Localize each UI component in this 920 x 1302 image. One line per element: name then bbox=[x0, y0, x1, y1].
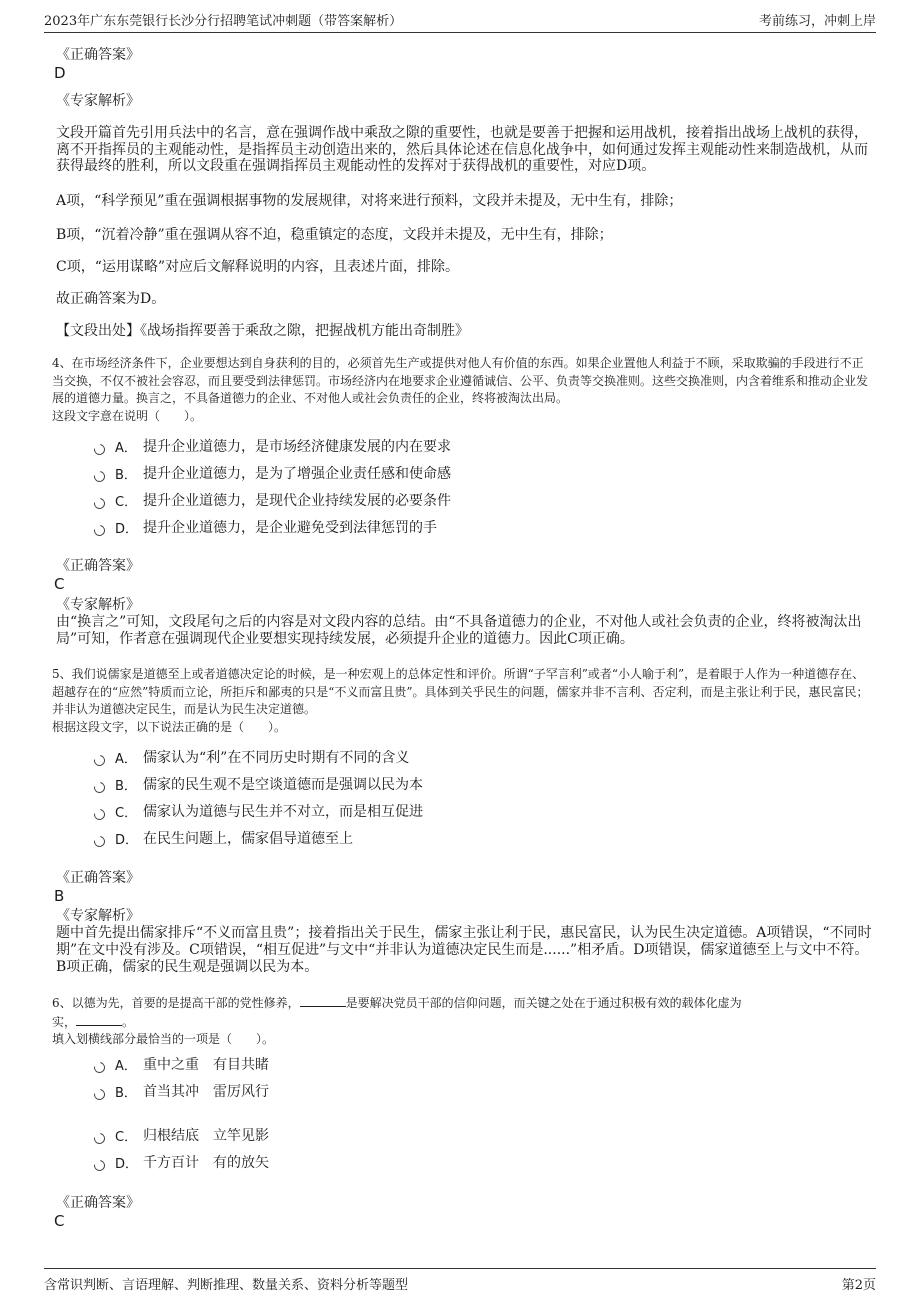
q5-option-d[interactable] bbox=[94, 828, 860, 848]
radio-icon[interactable] bbox=[92, 779, 107, 794]
radio-icon[interactable] bbox=[92, 468, 107, 483]
q4-answer: C bbox=[54, 575, 65, 593]
option-letter: B． bbox=[115, 467, 137, 483]
radio-icon[interactable] bbox=[92, 752, 107, 767]
option-text: 在民生问题上，儒家倡导道德至上 bbox=[143, 831, 353, 847]
q6-option-b[interactable] bbox=[94, 1081, 860, 1101]
radio-icon[interactable] bbox=[92, 441, 107, 456]
radio-icon[interactable] bbox=[92, 522, 107, 537]
option-text: 儒家认为道德与民生并不对立，而是相互促进 bbox=[143, 804, 423, 820]
option-text: 千方百计 有的放矢 bbox=[143, 1155, 269, 1171]
q6-stem-part: 6、以德为先，首要的是提高干部的党性修养， bbox=[52, 996, 300, 1010]
option-letter: D． bbox=[115, 1156, 139, 1172]
q6-option-a[interactable] bbox=[94, 1054, 860, 1074]
q3-source: 【文段出处】《战场指挥要善于乘敌之隙，把握战机方能出奇制胜》 bbox=[56, 323, 469, 339]
radio-icon[interactable] bbox=[92, 833, 107, 848]
option-letter: B． bbox=[115, 1085, 137, 1101]
q3-analysis-paragraph: 文段开篇首先引用兵法中的名言，意在强调作战中乘敌之隙的重要性，也就是要善于把握和运用战机，接着指出战场上战机的获得，离不开指挥员的主观能动性，是指挥员主动创造出来的，然后具体论述在信息化战争中，如何通过发挥主观能动性来制造战机，从而获得最终的胜利，所以文段重在强调指挥员主观能动性的发挥对于获得战机的重要性，对应D项。 bbox=[56, 125, 868, 174]
q5-analysis: 题中首先提出儒家排斥“不义而富且贵”；接着指出关于民生，儒家主张让利于民，惠民富民，认为民生决定道德。A项错误，“不同时期”在文中没有涉及。C项错误，“相互促进”与文中“并非认为道德决定民生而是......”相矛盾。D项错误，儒家道德至上与文中不符。B项正确，儒家的民生观是强调以民为本。 bbox=[56, 925, 872, 975]
analysis-label: 《专家解析》 bbox=[56, 597, 140, 613]
q4-option-d[interactable] bbox=[94, 517, 860, 537]
option-text: 儒家的民生观不是空谈道德而是强调以民为本 bbox=[143, 777, 423, 793]
option-text: 提升企业道德力，是现代企业持续发展的必要条件 bbox=[143, 493, 451, 509]
fill-blank-2 bbox=[76, 1013, 122, 1026]
answer-label: 《正确答案》 bbox=[56, 558, 140, 574]
q4-option-b[interactable] bbox=[94, 463, 860, 483]
option-text: 提升企业道德力，是市场经济健康发展的内在要求 bbox=[143, 439, 451, 455]
analysis-label: 《专家解析》 bbox=[56, 93, 140, 109]
q6-option-c[interactable] bbox=[94, 1125, 860, 1145]
radio-icon[interactable] bbox=[92, 1130, 107, 1145]
q4-option-c[interactable] bbox=[94, 490, 860, 510]
option-text: 儒家认为“利”在不同历史时期有不同的含义 bbox=[143, 750, 410, 766]
q3-analysis-option-b: B项，“沉着冷静”重在强调从容不迫，稳重镇定的态度，文段并未提及，无中生有，排除； bbox=[56, 227, 613, 243]
q6-answer: C bbox=[54, 1212, 65, 1230]
option-letter: D． bbox=[115, 832, 139, 848]
footer-description: 含常识判断、言语理解、判断推理、数量关系、资料分析等题型 bbox=[44, 1278, 409, 1293]
fill-blank-1 bbox=[300, 994, 346, 1007]
q5-stem: 5、我们说儒家是道德至上或者道德决定论的时候，是一种宏观上的总体定性和评价。所谓“子罕言利”或者“小人喻于利”，是着眼于人作为一种道德存在、超越存在的“应然”特质而立论，所拒斥和鄙夷的只是“不义而富且贵”。具体到关乎民生的问题，儒家并非不言利、否定利，而是主张让利于民，惠民富民；并非认为道德决定民生，而是认为民生决定道德。 根据这段文字，以下说法正确的是（ ）。 bbox=[52, 667, 869, 734]
option-text: 提升企业道德力，是为了增强企业责任感和使命感 bbox=[143, 466, 451, 482]
q6-stem-part: 实， bbox=[52, 1014, 77, 1029]
radio-icon[interactable] bbox=[92, 1086, 107, 1101]
q5-option-b[interactable] bbox=[94, 774, 860, 794]
document-title: 2023年广东东莞银行长沙分行招聘笔试冲刺题（带答案解析） bbox=[44, 14, 403, 29]
q5-option-c[interactable] bbox=[94, 801, 860, 821]
radio-icon[interactable] bbox=[92, 1157, 107, 1172]
radio-icon[interactable] bbox=[92, 806, 107, 821]
answer-label: 《正确答案》 bbox=[56, 1195, 140, 1211]
q5-answer: B bbox=[54, 887, 65, 905]
q4-analysis: 由“换言之”可知，文段尾句之后的内容是对文段内容的总结。由“不具备道德力的企业，不对他人或社会负责的企业，终将被淘汰出局”可知，作者意在强调现代企业要想实现持续发展，必须提升企业的道德力。因此C项正确。 bbox=[56, 614, 862, 647]
q4-option-a[interactable] bbox=[94, 436, 860, 456]
analysis-label: 《专家解析》 bbox=[56, 908, 140, 924]
q6-stem bbox=[52, 994, 870, 1049]
page-number: 第2页 bbox=[841, 1278, 876, 1293]
q6-stem-part: 是要解决党员干部的信仰问题，而关键之处在于通过积极有效的载体化虚为 bbox=[345, 996, 742, 1010]
option-text: 提升企业道德力，是企业避免受到法律惩罚的手 bbox=[143, 520, 437, 536]
radio-icon[interactable] bbox=[92, 1059, 107, 1074]
option-text: 归根结底 立竿见影 bbox=[143, 1128, 269, 1144]
q3-analysis-option-c: C项，“运用谋略”对应后文解释说明的内容，且表述片面，排除。 bbox=[56, 259, 460, 275]
option-letter: A． bbox=[115, 440, 137, 456]
option-letter: A． bbox=[115, 751, 137, 767]
radio-icon[interactable] bbox=[92, 495, 107, 510]
option-letter: C． bbox=[115, 1129, 138, 1145]
header-slogan: 考前练习，冲刺上岸 bbox=[758, 14, 876, 29]
option-text: 首当其冲 雷厉风行 bbox=[143, 1084, 269, 1100]
page-footer bbox=[44, 1268, 876, 1293]
option-letter: D． bbox=[115, 521, 139, 537]
q5-option-a[interactable] bbox=[94, 747, 860, 767]
answer-label: 《正确答案》 bbox=[56, 870, 140, 886]
page-header bbox=[44, 10, 876, 33]
option-letter: C． bbox=[115, 494, 138, 510]
answer-label: 《正确答案》 bbox=[56, 47, 140, 63]
option-letter: C． bbox=[115, 805, 138, 821]
option-letter: B． bbox=[115, 778, 137, 794]
q3-answer: D bbox=[54, 64, 66, 82]
q3-analysis-conclusion: 故正确答案为D。 bbox=[56, 291, 166, 307]
q6-question: 填入划横线部分最恰当的一项是（ ）。 bbox=[52, 1032, 275, 1046]
q6-option-d[interactable] bbox=[94, 1152, 860, 1172]
q6-stem-part: 。 bbox=[122, 1014, 135, 1029]
option-letter: A． bbox=[115, 1058, 137, 1074]
q4-stem: 4、在市场经济条件下，企业要想达到自身获利的目的，必须首先生产或提供对他人有价值的东西。如果企业置他人利益于不顾，采取欺骗的手段进行不正当交换，不仅不被社会容忍，而且要受到法律惩罚。市场经济内在地要求企业遵循诚信、公平、负责等交换准则。这些交换准则，内含着维系和推动企业发展的道德力量。换言之，不具备道德力的企业、不对他人或社会负责任的企业，终将被淘汰出局。 这段文字意在说明（ ）。 bbox=[52, 356, 869, 423]
option-text: 重中之重 有目共睹 bbox=[143, 1057, 269, 1073]
q3-analysis-option-a: A项，“科学预见”重在强调根据事物的发展规律，对将来进行预料，文段并未提及，无中生有，排除； bbox=[56, 193, 683, 209]
